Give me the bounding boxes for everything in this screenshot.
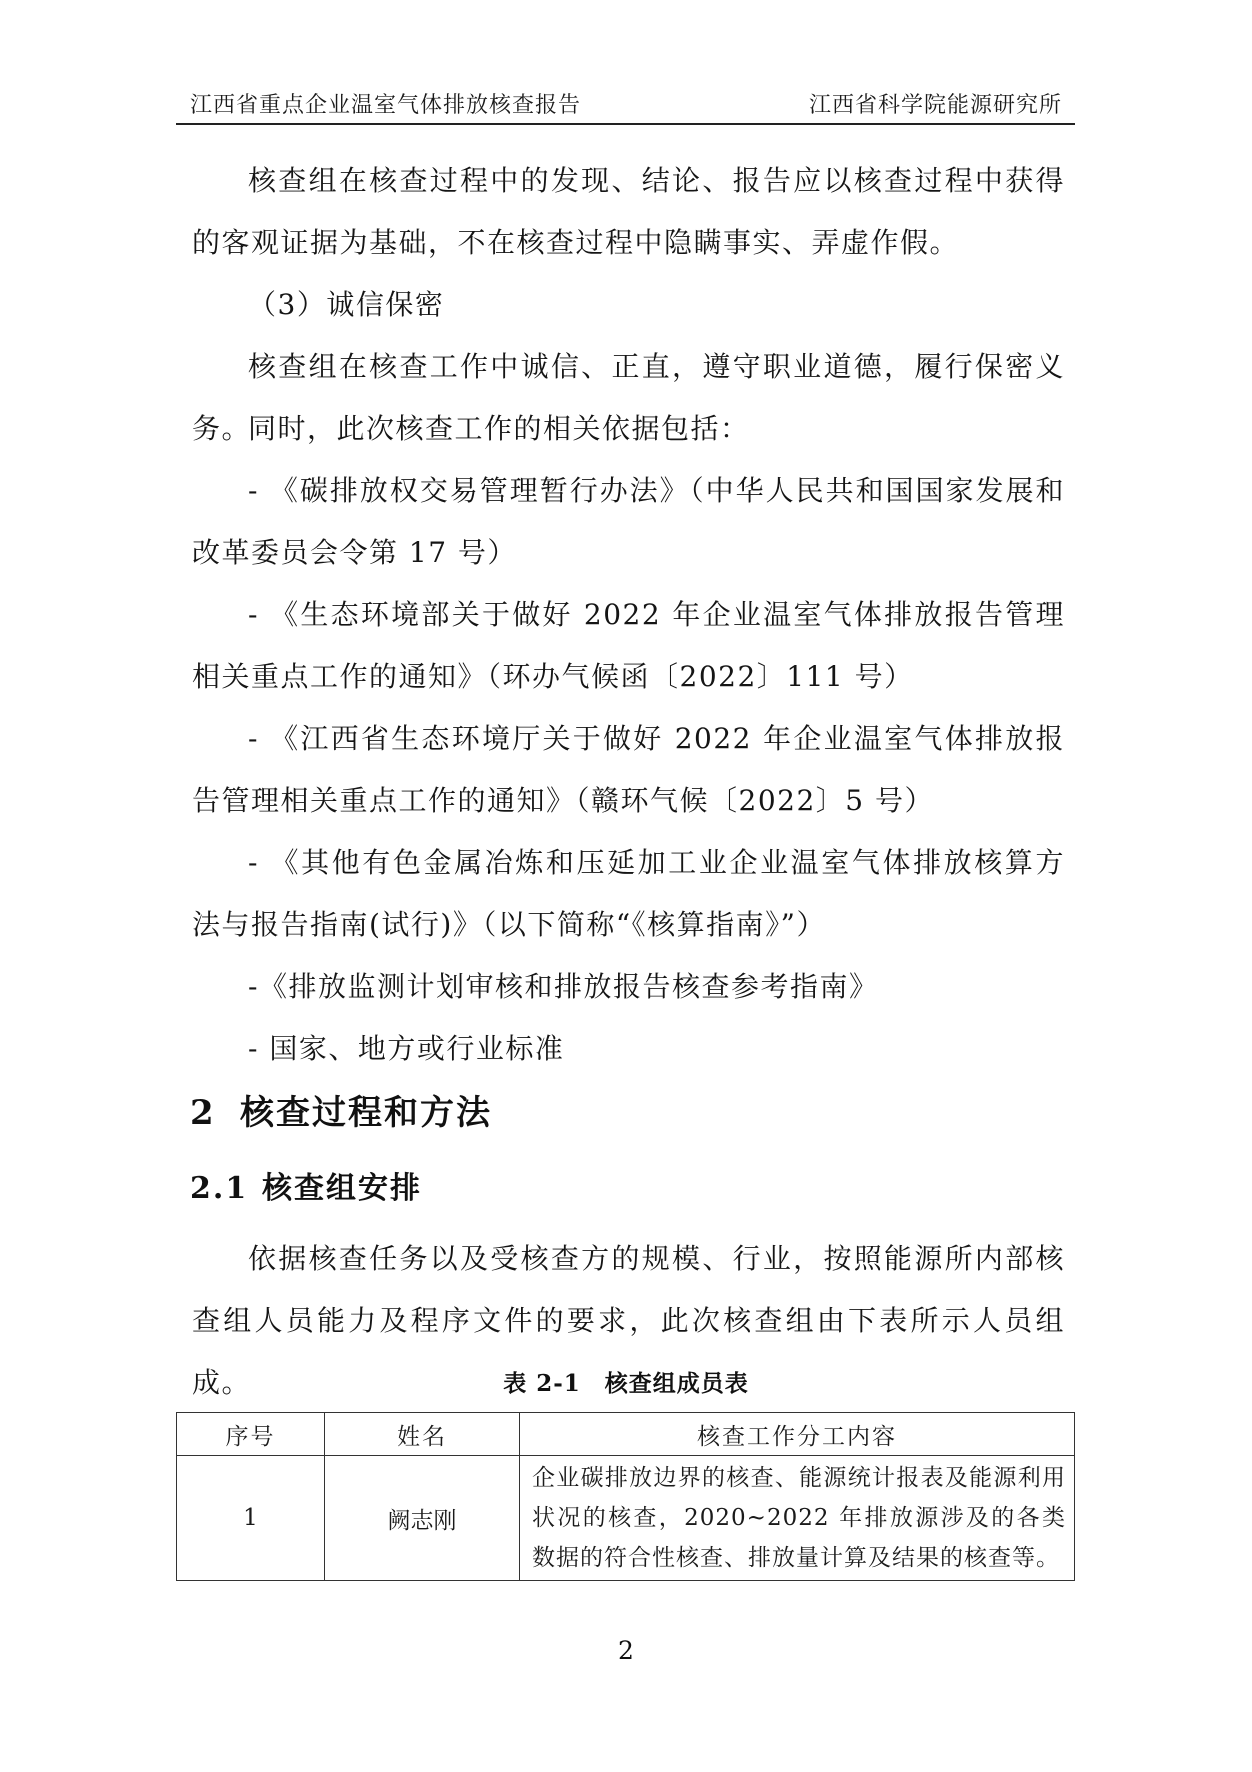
section-number: 2 xyxy=(190,1093,216,1133)
basis-item-6: - 国家、地方或行业标准 xyxy=(248,1032,565,1065)
table-row xyxy=(177,1456,1075,1581)
column-header-name: 姓名 xyxy=(325,1413,520,1456)
cell-duty: 企业碳排放边界的核查、能源统计报表及能源利用状况的核查，2020~2022 年排放源涉及的各类数据的符合性核查、排放量计算及结果的核查等。 xyxy=(520,1456,1075,1581)
basis-item-4: - 《其他有色金属冶炼和压延加工业企业温室气体排放核算方法与报告指南(试行)》（以下简称“《核算指南》”） xyxy=(192,846,1065,941)
column-header-duty: 核查工作分工内容 xyxy=(520,1413,1075,1456)
table-caption-number: 表 2-1 xyxy=(503,1370,581,1397)
section-heading xyxy=(190,1085,492,1134)
basis-item-5: -《排放监测计划审核和排放报告核查参考指南》 xyxy=(248,970,879,1003)
subsection-heading xyxy=(190,1163,422,1207)
header-rule xyxy=(176,123,1075,125)
team-member-table xyxy=(176,1412,1075,1581)
table-header-row xyxy=(177,1413,1075,1456)
section-title: 核查过程和方法 xyxy=(240,1093,492,1133)
header-left-title: 江西省重点企业温室气体排放核查报告 xyxy=(190,93,582,118)
basis-item-2: - 《生态环境部关于做好 2022 年企业温室气体排放报告管理相关重点工作的通知》（环办气候函〔2022〕111 号） xyxy=(192,598,1065,693)
paragraph-evidence: 核查组在核查过程中的发现、结论、报告应以核查过程中获得的客观证据为基础，不在核查过程中隐瞒事实、弄虚作假。 xyxy=(192,164,1065,259)
paragraph-integrity: 核查组在核查工作中诚信、正直，遵守职业道德，履行保密义务。 xyxy=(192,350,1065,445)
header-right-org: 江西省科学院能源研究所 xyxy=(808,93,1062,118)
page-number: 2 xyxy=(618,1636,634,1665)
basis-item-3: - 《江西省生态环境厅关于做好 2022 年企业温室气体排放报告管理相关重点工作的通知》（赣环气候〔2022〕5 号） xyxy=(192,722,1065,817)
table-caption xyxy=(0,1365,1252,1398)
subsection-title: 核查组安排 xyxy=(262,1171,422,1206)
basis-item-1: - 《碳排放权交易管理暂行办法》（中华人民共和国国家发展和改革委员会令第 17 号） xyxy=(192,474,1065,569)
cell-name: 阙志刚 xyxy=(325,1456,520,1581)
cell-index: 1 xyxy=(177,1456,325,1581)
subsection-number: 2.1 xyxy=(190,1171,249,1206)
column-header-index: 序号 xyxy=(177,1413,325,1456)
paragraph-integrity-heading: （3）诚信保密 xyxy=(248,288,445,321)
table-caption-title: 核查组成员表 xyxy=(604,1370,749,1397)
paragraph-basis-intro: 同时，此次核查工作的相关依据包括： xyxy=(248,412,750,445)
paragraph-team-composition: 依据核查任务以及受核查方的规模、行业，按照能源所内部核查组人员能力及程序文件的要求，此次核查组由下表所示人员组成。 xyxy=(192,1242,1065,1399)
